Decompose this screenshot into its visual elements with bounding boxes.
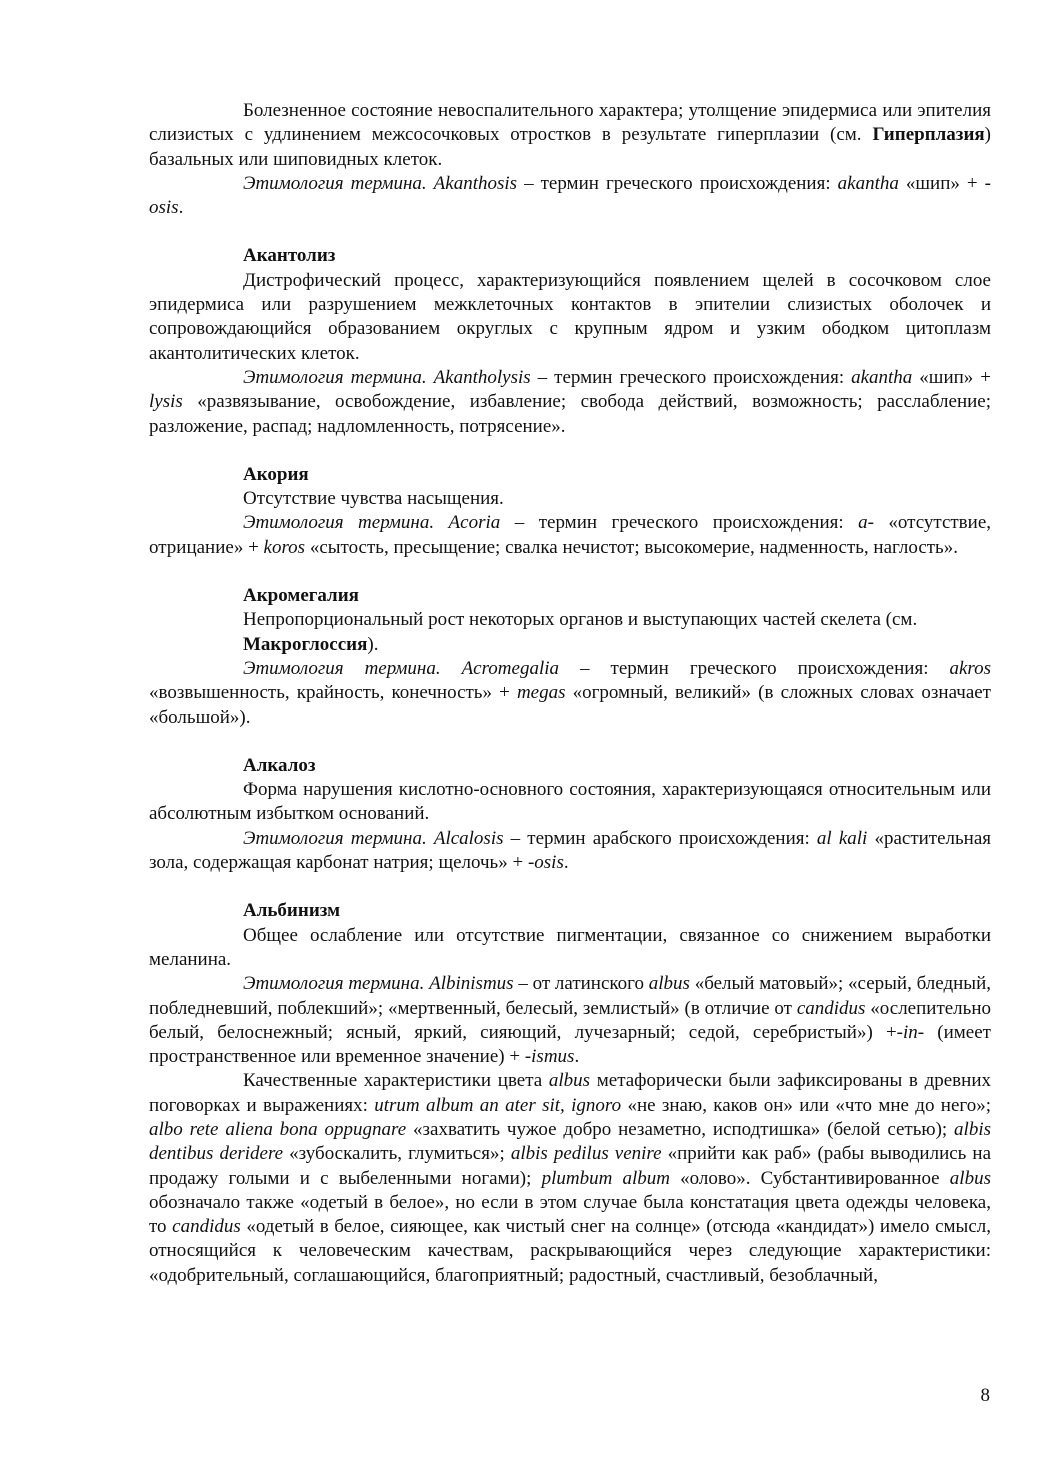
page-number: 8 xyxy=(980,1385,990,1406)
paragraph-etymology xyxy=(149,172,991,221)
text-fragment: Болезненное состояние невоспалительного характера; утолщение эпидермиса или эпителия слизистых с удлинением межсосочковых отростков в результате гиперплазии (см. xyxy=(149,100,991,146)
text-fragment: «отсутствие, отрицание» + xyxy=(149,512,991,558)
latin-phrase: albo rete aliena bona oppugnare xyxy=(149,1118,407,1140)
paragraph-definition: Общее ослабление или отсутствие пигментации, связанное со снижением выработки меланина. xyxy=(149,924,991,970)
paragraph-definition: Форма нарушения кислотно-основного состояния, характеризующаяся относительным или абсолютным избытком оснований. xyxy=(149,779,991,825)
etymology-lead: Этимология термина. Acromegalia xyxy=(243,657,560,679)
text-fragment: (имеет пространственное или временное значение) + - xyxy=(149,1021,991,1068)
term-italic: candidus xyxy=(172,1216,241,1238)
text-fragment: – от латинского xyxy=(513,973,649,995)
text-fragment: – термин греческого происхождения: xyxy=(500,512,859,534)
term-italic: akantha xyxy=(837,172,899,194)
text-fragment: «белый матовый»; «серый, бледный, побледневший, поблекший»; «мертвенный, белесый, землистый» (в отличие от xyxy=(149,973,991,1019)
etymology-lead: Этимология термина. Albinismus xyxy=(243,973,514,995)
text-fragment: метафорически были зафиксированы в древних поговорках и выражениях: xyxy=(149,1070,991,1116)
entry-title: Алкалоз xyxy=(243,754,316,776)
text-fragment: – термин греческого происхождения: xyxy=(530,366,852,388)
term-italic: lysis xyxy=(149,391,183,413)
text-fragment: «захватить чужое добро незаметно, исподтишка» (белой сетью); xyxy=(406,1118,955,1140)
cross-reference: Гиперплазия xyxy=(872,124,985,146)
entry-albinizm xyxy=(149,899,991,1288)
paragraph-etymology xyxy=(149,827,991,876)
text-fragment: «развязывание, освобождение, избавление; свобода действий, возможность; расслабление; разложение, распад; надломленность, потрясение». xyxy=(149,391,991,437)
text-fragment: «не знаю, каков он» или «что мне до него»; xyxy=(621,1094,992,1116)
latin-phrase: albis dentibus deridere xyxy=(149,1118,991,1165)
document-page xyxy=(149,99,991,1288)
text-fragment: Непропорциональный рост некоторых органов и выступающих частей скелета (см. xyxy=(243,609,918,631)
latin-phrase: plumbum album xyxy=(541,1167,670,1189)
etymology-lead: Этимология термина. Alcalosis xyxy=(243,827,504,849)
text-fragment: – термин греческого происхождения: xyxy=(517,172,838,194)
term-italic: albus xyxy=(949,1167,991,1189)
term-italic: candidus xyxy=(796,997,866,1019)
text-fragment: «шип» + xyxy=(912,366,991,388)
text-fragment: – термин греческого происхождения: xyxy=(559,657,950,679)
paragraph-definition xyxy=(149,99,991,172)
latin-phrase: utrum album an ater sit, ignoro xyxy=(374,1094,622,1116)
text-fragment: «растительная зола, содержащая карбонат натрия; щелочь» + xyxy=(149,827,992,874)
entry-title: Акория xyxy=(243,463,309,485)
paragraph-etymology xyxy=(149,511,991,560)
text-fragment: «сытость, пресыщение; свалка нечистот; высокомерие, надменность, наглость». xyxy=(305,536,958,558)
term-italic: albus xyxy=(648,973,690,995)
paragraph-etymology xyxy=(149,366,991,439)
text-fragment: . xyxy=(563,852,569,874)
paragraph-quality xyxy=(149,1069,991,1288)
term-italic: koros xyxy=(263,536,306,558)
paragraph-definition: Отсутствие чувства насыщения. xyxy=(243,488,504,510)
text-fragment: «зубоскалить, глумиться»; xyxy=(283,1143,511,1165)
text-fragment: ) базальных или шиповидных клеток. xyxy=(149,124,991,170)
term-italic: osis xyxy=(149,197,179,219)
text-fragment: «олово». Субстантивированное xyxy=(669,1167,950,1189)
text-fragment: «одетый в белое, сияющее, как чистый снег на солнце» (отсюда «кандидат») имело смысл, относящийся к человеческим качествам, раскрывающийся через следующие характеристики: «одобрительный, соглашающийся, благоприятный; радостный, счастливый, безоблачный, xyxy=(149,1216,991,1286)
entry-alkaloz xyxy=(149,754,991,875)
text-fragment: «ослепительно белый, белоснежный; ясный, яркий, сияющий, лучезарный; седой, серебристый») +- xyxy=(149,997,991,1043)
term-italic: akros xyxy=(949,657,991,679)
text-fragment: ). xyxy=(367,633,379,655)
text-fragment: Качественные характеристики цвета xyxy=(243,1070,549,1092)
paragraph-etymology xyxy=(149,657,991,730)
term-italic: -osis xyxy=(527,852,564,874)
term-italic: albus xyxy=(548,1070,591,1092)
text-line xyxy=(243,633,991,657)
term-italic: al kali xyxy=(816,827,868,849)
paragraph-definition: Дистрофический процесс, характеризующийся появлением щелей в сосочковом слое эпидермиса или разрушением межклеточных контактов в эпителии слизистых оболочек и сопровождающийся образованием округлых с крупным ядром и узким ободком цитоплазм акантолитических клеток. xyxy=(149,269,991,364)
entry-title: Акантолиз xyxy=(243,245,336,267)
term-italic: in- xyxy=(903,1021,925,1043)
term-italic: ismus xyxy=(531,1046,575,1068)
text-fragment: обозначало также «одетый в белое», но если в этом случае была констатация цвета одежды человека, то xyxy=(149,1191,991,1238)
text-fragment: . xyxy=(178,197,184,219)
text-fragment: – термин арабского происхождения: xyxy=(503,827,817,849)
entry-akantoliz xyxy=(149,244,991,438)
term-italic: megas xyxy=(516,682,566,704)
text-fragment: . xyxy=(574,1046,580,1068)
cross-reference: Макроглоссия xyxy=(243,633,368,655)
paragraph-etymology xyxy=(149,972,991,1069)
text-fragment: «прийти как раб» (рабы выводились на продажу голыми и с выбеленными ногами); xyxy=(149,1143,992,1189)
text-fragment: «возвышенность, крайность, конечность» + xyxy=(149,682,517,704)
entry-akoriya xyxy=(149,463,991,560)
entry-akromegaliya xyxy=(149,584,991,730)
text-fragment: «шип» + - xyxy=(898,172,991,194)
term-italic: akantha xyxy=(851,366,913,388)
term-italic: a- xyxy=(858,512,874,534)
latin-phrase: albis pedilus venire xyxy=(510,1143,662,1165)
paragraph-definition xyxy=(243,608,991,657)
entry-title: Альбинизм xyxy=(243,900,341,922)
etymology-lead: Этимология термина. Akantholysis xyxy=(243,366,531,388)
etymology-lead: Этимология термина. Akanthosis xyxy=(243,172,518,194)
etymology-lead: Этимология термина. Acoria xyxy=(243,512,501,534)
entry-title: Акромегалия xyxy=(243,585,359,607)
text-fragment: «огромный, великий» (в сложных словах означает «большой»). xyxy=(149,682,991,728)
